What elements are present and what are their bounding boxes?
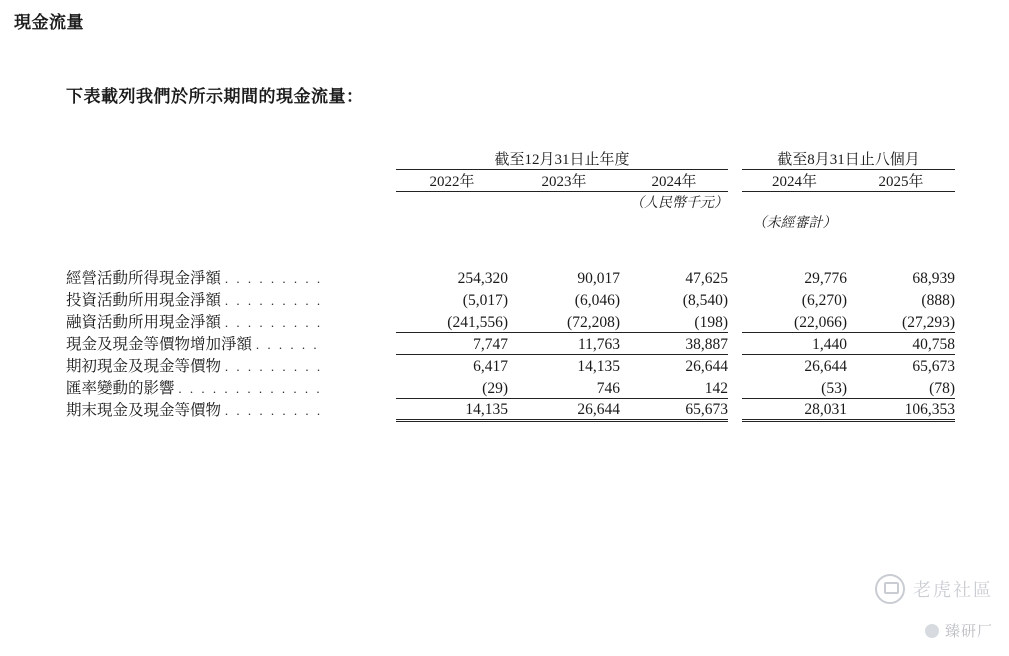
header-gap-2 — [728, 170, 742, 192]
watermark-secondary — [925, 620, 993, 641]
header-gap — [728, 148, 742, 170]
audit-row-blank-b — [508, 212, 620, 232]
table-row — [66, 266, 955, 288]
cell-investing-2024a: (8,540) — [682, 292, 728, 309]
cell-ending-2024i: 28,031 — [742, 398, 847, 420]
table-row — [66, 310, 955, 332]
lead-paragraph: 下表載列我們於所示期間的現金流量： — [66, 87, 364, 106]
cell-ending-2025i: 106,353 — [847, 398, 955, 420]
cell-investing-2024i: (6,270) — [801, 292, 847, 309]
cell-ending-2023: 26,644 — [508, 398, 620, 420]
row-gap — [728, 376, 742, 398]
group-header-annual: 截至12月31日止年度 — [396, 148, 728, 170]
col-header-2024-interim: 2024年 — [742, 170, 847, 192]
table-row — [66, 354, 955, 376]
row-label-text: 經營活動所得現金淨額 — [66, 270, 222, 287]
cell-investing-2022: (5,017) — [462, 292, 508, 309]
cell-fx-2024a: 142 — [620, 376, 728, 398]
cell-fx-2024i: (53) — [742, 376, 847, 398]
cell-ending-2024a: 65,673 — [620, 398, 728, 420]
leader-dots: . . . . . . . . . — [224, 271, 323, 286]
table-row — [66, 288, 955, 310]
watermark-secondary-text: 臻研厂 — [944, 623, 993, 640]
unit-note: （人民幣千元） — [630, 196, 728, 211]
col-header-2023: 2023年 — [508, 170, 620, 192]
cell-investing-2023: (6,046) — [574, 292, 620, 309]
col-header-2022: 2022年 — [396, 170, 508, 192]
row-label-text: 融資活動所用現金淨額 — [66, 314, 222, 331]
audit-row-label-blank — [66, 212, 396, 232]
cell-net-increase-2024a: 38,887 — [620, 332, 728, 354]
cell-operating-2023: 90,017 — [577, 270, 620, 287]
row-label-text: 期初現金及現金等價物 — [66, 358, 222, 375]
unit-row-blank-b — [508, 192, 620, 213]
leader-dots: . . . . . . — [255, 337, 320, 352]
cell-financing-2022: (241,556) — [396, 310, 508, 332]
cash-flow-table — [66, 148, 955, 422]
unit-row-blank-a — [396, 192, 508, 213]
row-label-net-increase — [66, 332, 396, 354]
dot-icon — [925, 624, 939, 638]
audit-row-blank-e — [847, 212, 955, 232]
col-header-2025-interim: 2025年 — [847, 170, 955, 192]
table-spacer-row — [66, 232, 955, 266]
empty-corner — [66, 148, 396, 170]
table-audit-row — [66, 212, 955, 232]
table-row — [66, 332, 955, 354]
page-title: 現金流量 — [14, 13, 84, 32]
table-group-header-row — [66, 148, 955, 170]
watermark-primary — [875, 574, 993, 604]
leader-dots: . . . . . . . . . . . . . — [178, 381, 323, 396]
row-label-fx-effect — [66, 376, 396, 398]
cell-beginning-2023: 14,135 — [577, 358, 620, 375]
row-label-investing — [66, 288, 396, 310]
row-gap — [728, 266, 742, 288]
cell-fx-2025i: (78) — [847, 376, 955, 398]
audit-row-blank-a — [396, 212, 508, 232]
spacer-cell — [66, 232, 955, 266]
row-gap — [728, 354, 742, 376]
row-gap — [728, 398, 742, 420]
cell-beginning-2024a: 26,644 — [685, 358, 728, 375]
row-label-text: 現金及現金等價物增加淨額 — [66, 336, 253, 353]
cell-financing-2024a: (198) — [620, 310, 728, 332]
row-label-text: 投資活動所用現金淨額 — [66, 292, 222, 309]
row-label-text: 期末現金及現金等價物 — [66, 402, 222, 419]
audit-row-gap — [728, 212, 742, 232]
row-label-operating — [66, 266, 396, 288]
cell-beginning-2022: 6,417 — [473, 358, 508, 375]
cell-beginning-2024i: 26,644 — [804, 358, 847, 375]
cell-beginning-2025i: 65,673 — [912, 358, 955, 375]
leader-dots: . . . . . . . . . — [224, 293, 323, 308]
row-label-text: 匯率變動的影響 — [66, 380, 175, 397]
audit-row-blank-c — [620, 212, 728, 232]
cell-net-increase-2022: 7,747 — [396, 332, 508, 354]
cell-financing-2025i: (27,293) — [847, 310, 955, 332]
table-row — [66, 376, 955, 398]
row-gap — [728, 288, 742, 310]
camera-icon — [875, 574, 905, 604]
table-row — [66, 398, 955, 420]
empty-corner-2 — [66, 170, 396, 192]
cell-operating-2024i: 29,776 — [804, 270, 847, 287]
watermark-primary-text: 老虎社區 — [913, 580, 993, 600]
col-header-2024-annual: 2024年 — [620, 170, 728, 192]
cell-ending-2022: 14,135 — [396, 398, 508, 420]
unit-row-blank-e — [847, 192, 955, 213]
leader-dots: . . . . . . . . . — [224, 403, 323, 418]
table-unit-row — [66, 192, 955, 213]
cell-financing-2024i: (22,066) — [742, 310, 847, 332]
cell-fx-2023: 746 — [508, 376, 620, 398]
leader-dots: . . . . . . . . . — [224, 359, 323, 374]
cell-investing-2025i: (888) — [921, 292, 955, 309]
row-gap — [728, 332, 742, 354]
cell-operating-2024a: 47,625 — [685, 270, 728, 287]
unit-row-gap — [728, 192, 742, 213]
cell-financing-2023: (72,208) — [508, 310, 620, 332]
row-label-financing — [66, 310, 396, 332]
row-label-ending-cash — [66, 398, 396, 420]
unit-row-label-blank — [66, 192, 396, 213]
table-year-header-row — [66, 170, 955, 192]
row-gap — [728, 310, 742, 332]
cell-operating-2025i: 68,939 — [912, 270, 955, 287]
cell-net-increase-2025i: 40,758 — [847, 332, 955, 354]
audit-note: （未經審計） — [752, 216, 837, 231]
cell-net-increase-2024i: 1,440 — [742, 332, 847, 354]
cell-net-increase-2023: 11,763 — [508, 332, 620, 354]
row-label-beginning-cash — [66, 354, 396, 376]
leader-dots: . . . . . . . . . — [224, 315, 323, 330]
cell-fx-2022: (29) — [396, 376, 508, 398]
unit-row-blank-d — [742, 192, 847, 213]
cell-operating-2022: 254,320 — [457, 270, 508, 287]
group-header-eight-months: 截至8月31日止八個月 — [742, 148, 955, 170]
